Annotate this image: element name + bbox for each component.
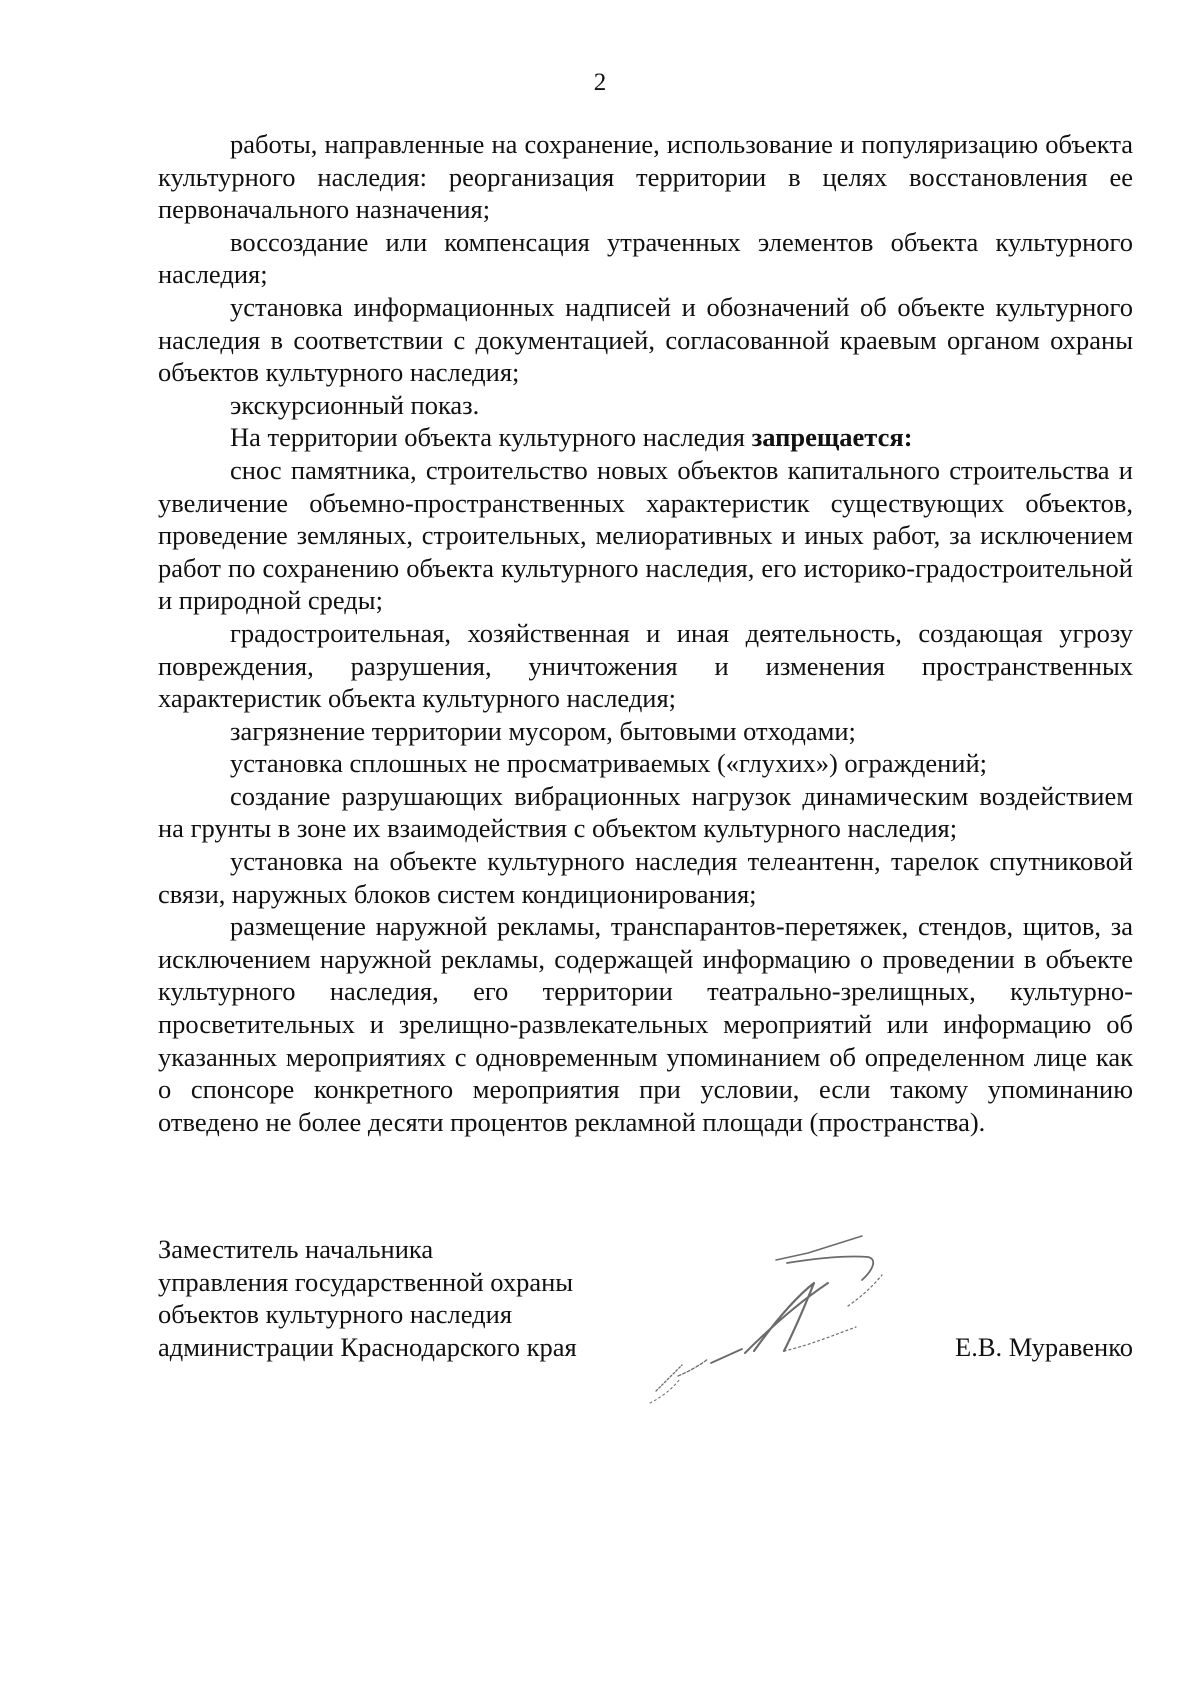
signatory-position-line: объектов культурного наследия xyxy=(158,1299,513,1330)
paragraph: воссоздание или компенсация утраченных элементов объекта культурного наследия; xyxy=(158,226,1133,290)
signatory-position-line: Заместитель начальника xyxy=(158,1234,434,1264)
signatory-position xyxy=(158,1233,577,1363)
signatory-position-line: управления государственной охраны xyxy=(158,1266,574,1297)
prohibited-item: установка сплошных не просматриваемых («глухих») ограждений; xyxy=(230,748,988,779)
paragraph: экскурсионный показ. xyxy=(230,389,480,420)
prohibition-heading xyxy=(158,421,1133,454)
prohibited-item: размещение наружной рекламы, транспарантов-перетяжек, стендов, щитов, за исключением наружной рекламы, содержащей информацию о проведении в объекте культурного наследия, его территории театрально-зрелищных, культурно-просветительных и зрелищно-развлекательных мероприятий или информацию об указанных мероприятиях с одновременным упоминанием об определенном лице как о спонсоре конкретного мероприятия при условии, если такому упоминанию отведено не более десяти процентов рекламной площади (пространства). xyxy=(158,911,1133,1137)
signatory-position-line: администрации Краснодарского края xyxy=(158,1331,577,1362)
prohibited-item: градостроительная, хозяйственная и иная деятельность, создающая угрозу повреждения, разрушения, уничтожения и изменения пространственных характеристик объекта культурного наследия; xyxy=(158,617,1133,714)
prohibited-item: снос памятника, строительство новых объектов капитального строительства и увеличение объемно-пространственных характеристик существующих объектов, проведение земляных, строительных, мелиоративных и иных работ, за исключением работ по сохранению объекта культурного наследия, его историко-градостроительной и природной среды; xyxy=(158,454,1133,616)
signature-block xyxy=(158,1233,1133,1433)
document-body xyxy=(158,128,1133,1138)
prohibited-item: создание разрушающих вибрационных нагрузок динамическим воздействием на грунты в зоне их взаимодействия с объектом культурного наследия; xyxy=(158,780,1133,844)
paragraph: работы, направленные на сохранение, использование и популяризацию объекта культурного наследия: реорганизация территории в целях восстановления ее первоначального назначения; xyxy=(158,129,1133,225)
prohibited-item: загрязнение территории мусором, бытовыми отходами; xyxy=(230,715,856,746)
page-number: 2 xyxy=(593,69,607,96)
prohibited-item: установка на объекте культурного наследия телеантенн, тарелок спутниковой связи, наружных блоков систем кондиционирования; xyxy=(158,846,1133,909)
signatory-name: Е.В. Муравенко xyxy=(955,1332,1133,1362)
paragraph: установка информационных надписей и обозначений об объекте культурного наследия в соответствии с документацией, согласованной краевым органом охраны объектов культурного наследия; xyxy=(158,291,1133,388)
prohibition-emphasis: запрещается: xyxy=(751,422,913,453)
prohibition-lead: На территории объекта культурного наследия xyxy=(230,422,752,453)
handwritten-signature xyxy=(636,1231,896,1411)
